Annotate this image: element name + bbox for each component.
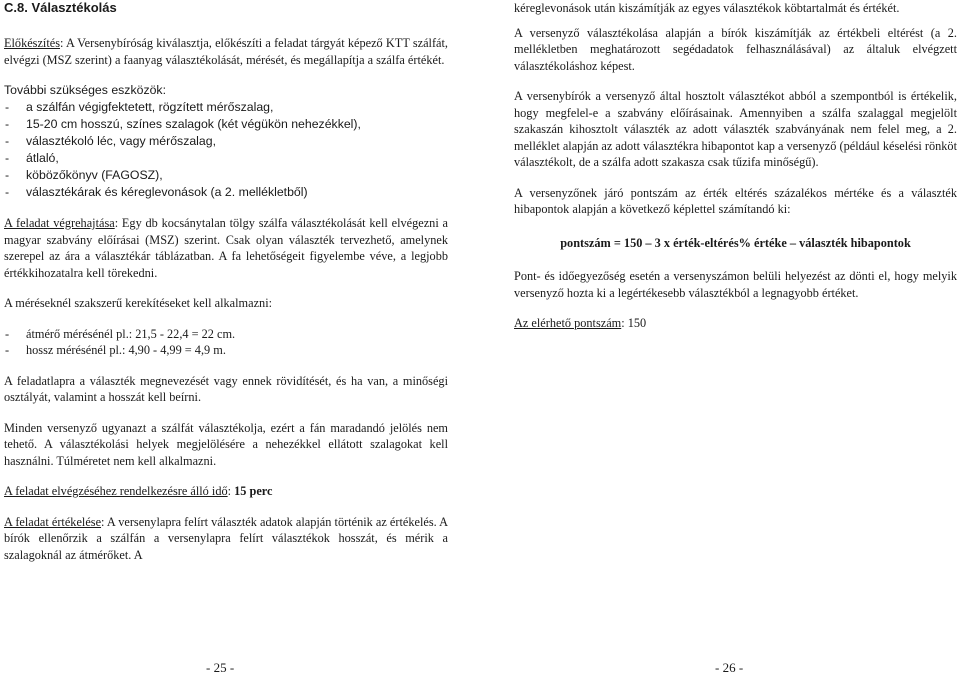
- tools-list: [4, 99, 448, 201]
- list-item: - átmérő mérésénél pl.: 21,5 - 22,4 = 22 cm.: [4, 326, 448, 343]
- time-value: 15 perc: [234, 484, 273, 498]
- marking-paragraph: Minden versenyző ugyanazt a szálfát választékolja, ezért a fán maradandó jelölés nem tehető. A választékolási helyek megjelölésére a nehezékkel ellátott szalagokat kell használni. Túlméretet nem kell alkalmazni.: [4, 420, 448, 468]
- time-label: A feladat elvégzéséhez rendelkezésre álló idő: [4, 484, 228, 498]
- list-item: - választékoló léc, vagy mérőszalag,: [4, 133, 448, 150]
- left-page-column: [4, 0, 448, 563]
- continued-paragraph: kéreglevonások után kiszámítják az egyes választékok köbtartalmát és értékét.: [514, 1, 900, 15]
- deviation-paragraph: A versenyző választékolása alapján a bírók kiszámítják az értékbeli eltérést (a 2. mellékletben meghatározott segédadatok felhasználásával) az általuk elvégzett választékoláshoz képest.: [514, 25, 957, 73]
- preparation-text: : A Versenybíróság kiválasztja, előkészíti a feladat tárgyát képező KTT szálfát, elvégzi (MSZ szerint) a faanyag választékolását, mérését, és megállapítja a szálfa értékét.: [4, 36, 448, 67]
- tools-intro: További szükséges eszközök:: [4, 83, 166, 97]
- page-number-left: - 25 -: [206, 660, 235, 675]
- time-separator: :: [227, 484, 235, 498]
- list-item: - 15-20 cm hosszú, színes szalagok (két végükön nehezékkel),: [4, 116, 448, 133]
- evaluation-text: : A versenylapra felírt választék adatok alapján történik az értékelés. A bírók ellenőrzik a szálfán a versenylapra felírt választékok hosszát, és mérik a szalagoknál az átmérőket. A: [4, 514, 449, 562]
- rounding-section: [4, 295, 448, 359]
- form-instructions-paragraph: A feladatlapra a választék megnevezését vagy ennek rövidítését, és ha van, a minőségi osztályát, valamint a hosszát kell beírni.: [4, 373, 448, 404]
- list-item: - hossz mérésénél pl.: 4,90 - 4,99 = 4,9 m.: [4, 342, 448, 359]
- right-page-column: [514, 0, 957, 332]
- tools-section: [4, 82, 448, 201]
- score-formula-intro: A versenyzőnek járó pontszám az érték eltérés százalékos mértéke és a választék hibapontok alapján a következő képlettel számítandó ki:: [514, 185, 957, 216]
- score-formula: pontszám = 150 – 3 x érték-eltérés% értéke – választék hibapontok: [560, 235, 911, 250]
- time-limit-line: [4, 483, 448, 500]
- rounding-list: [4, 326, 448, 359]
- preparation-label: Előkészítés: [4, 36, 61, 50]
- task-paragraph: [4, 215, 448, 281]
- list-item: - köbözőkönyv (FAGOSZ),: [4, 167, 448, 184]
- list-item: - a szálfán végigfektetett, rögzített mérőszalag,: [4, 99, 448, 116]
- task-text: : Egy db kocsánytalan tölgy szálfa választékolását kell elvégezni a magyar szabvány előírásai (MSZ) szerint. Csak olyan választék tervezhető, amelynek szerepel az ára a választékár táblázatban. A fa lehetőségeit figyelembe véve, a legjobb értékkihozatalra kell törekedni.: [4, 216, 448, 280]
- standard-check-paragraph: A versenybírók a versenyző által hosztolt választékot abból a szempontból is értékelik, hogy megfelel-e a szabvány előírásainak. Amennyiben a szálfa szalaggal megjelölt szakaszán kihosztolt választék az adott választék szabványának nem felel meg, a 2. melléklet alapján az adott választékra hibapontot kap a versenyző (például késelési rönköt választékolt, de a szálfa adott szakasza csak tűzifa minőségű).: [514, 89, 957, 169]
- list-item: - választékárak és kéreglevonások (a 2. mellékletből): [4, 184, 448, 201]
- max-points-value: : 150: [621, 316, 647, 330]
- max-points-line: [514, 315, 957, 332]
- task-label: A feladat végrehajtása: [4, 216, 115, 230]
- section-heading: C.8. Választékolás: [4, 0, 117, 15]
- rounding-intro: A méréseknél szakszerű kerekítéseket kell alkalmazni:: [4, 296, 273, 310]
- list-item: - átlaló,: [4, 150, 448, 167]
- preparation-paragraph: [4, 35, 448, 68]
- tie-break-paragraph: Pont- és időegyezőség esetén a versenyszámon belüli helyezést az dönti el, hogy melyik versenyző hozta ki a legértékesebb választékból a legnagyobb értéket.: [514, 269, 957, 300]
- evaluation-label: A feladat értékelése: [4, 514, 102, 529]
- max-points-label: Az elérhető pontszám: [514, 316, 622, 330]
- evaluation-paragraph: [4, 514, 448, 564]
- page-number-right: - 26 -: [715, 660, 744, 675]
